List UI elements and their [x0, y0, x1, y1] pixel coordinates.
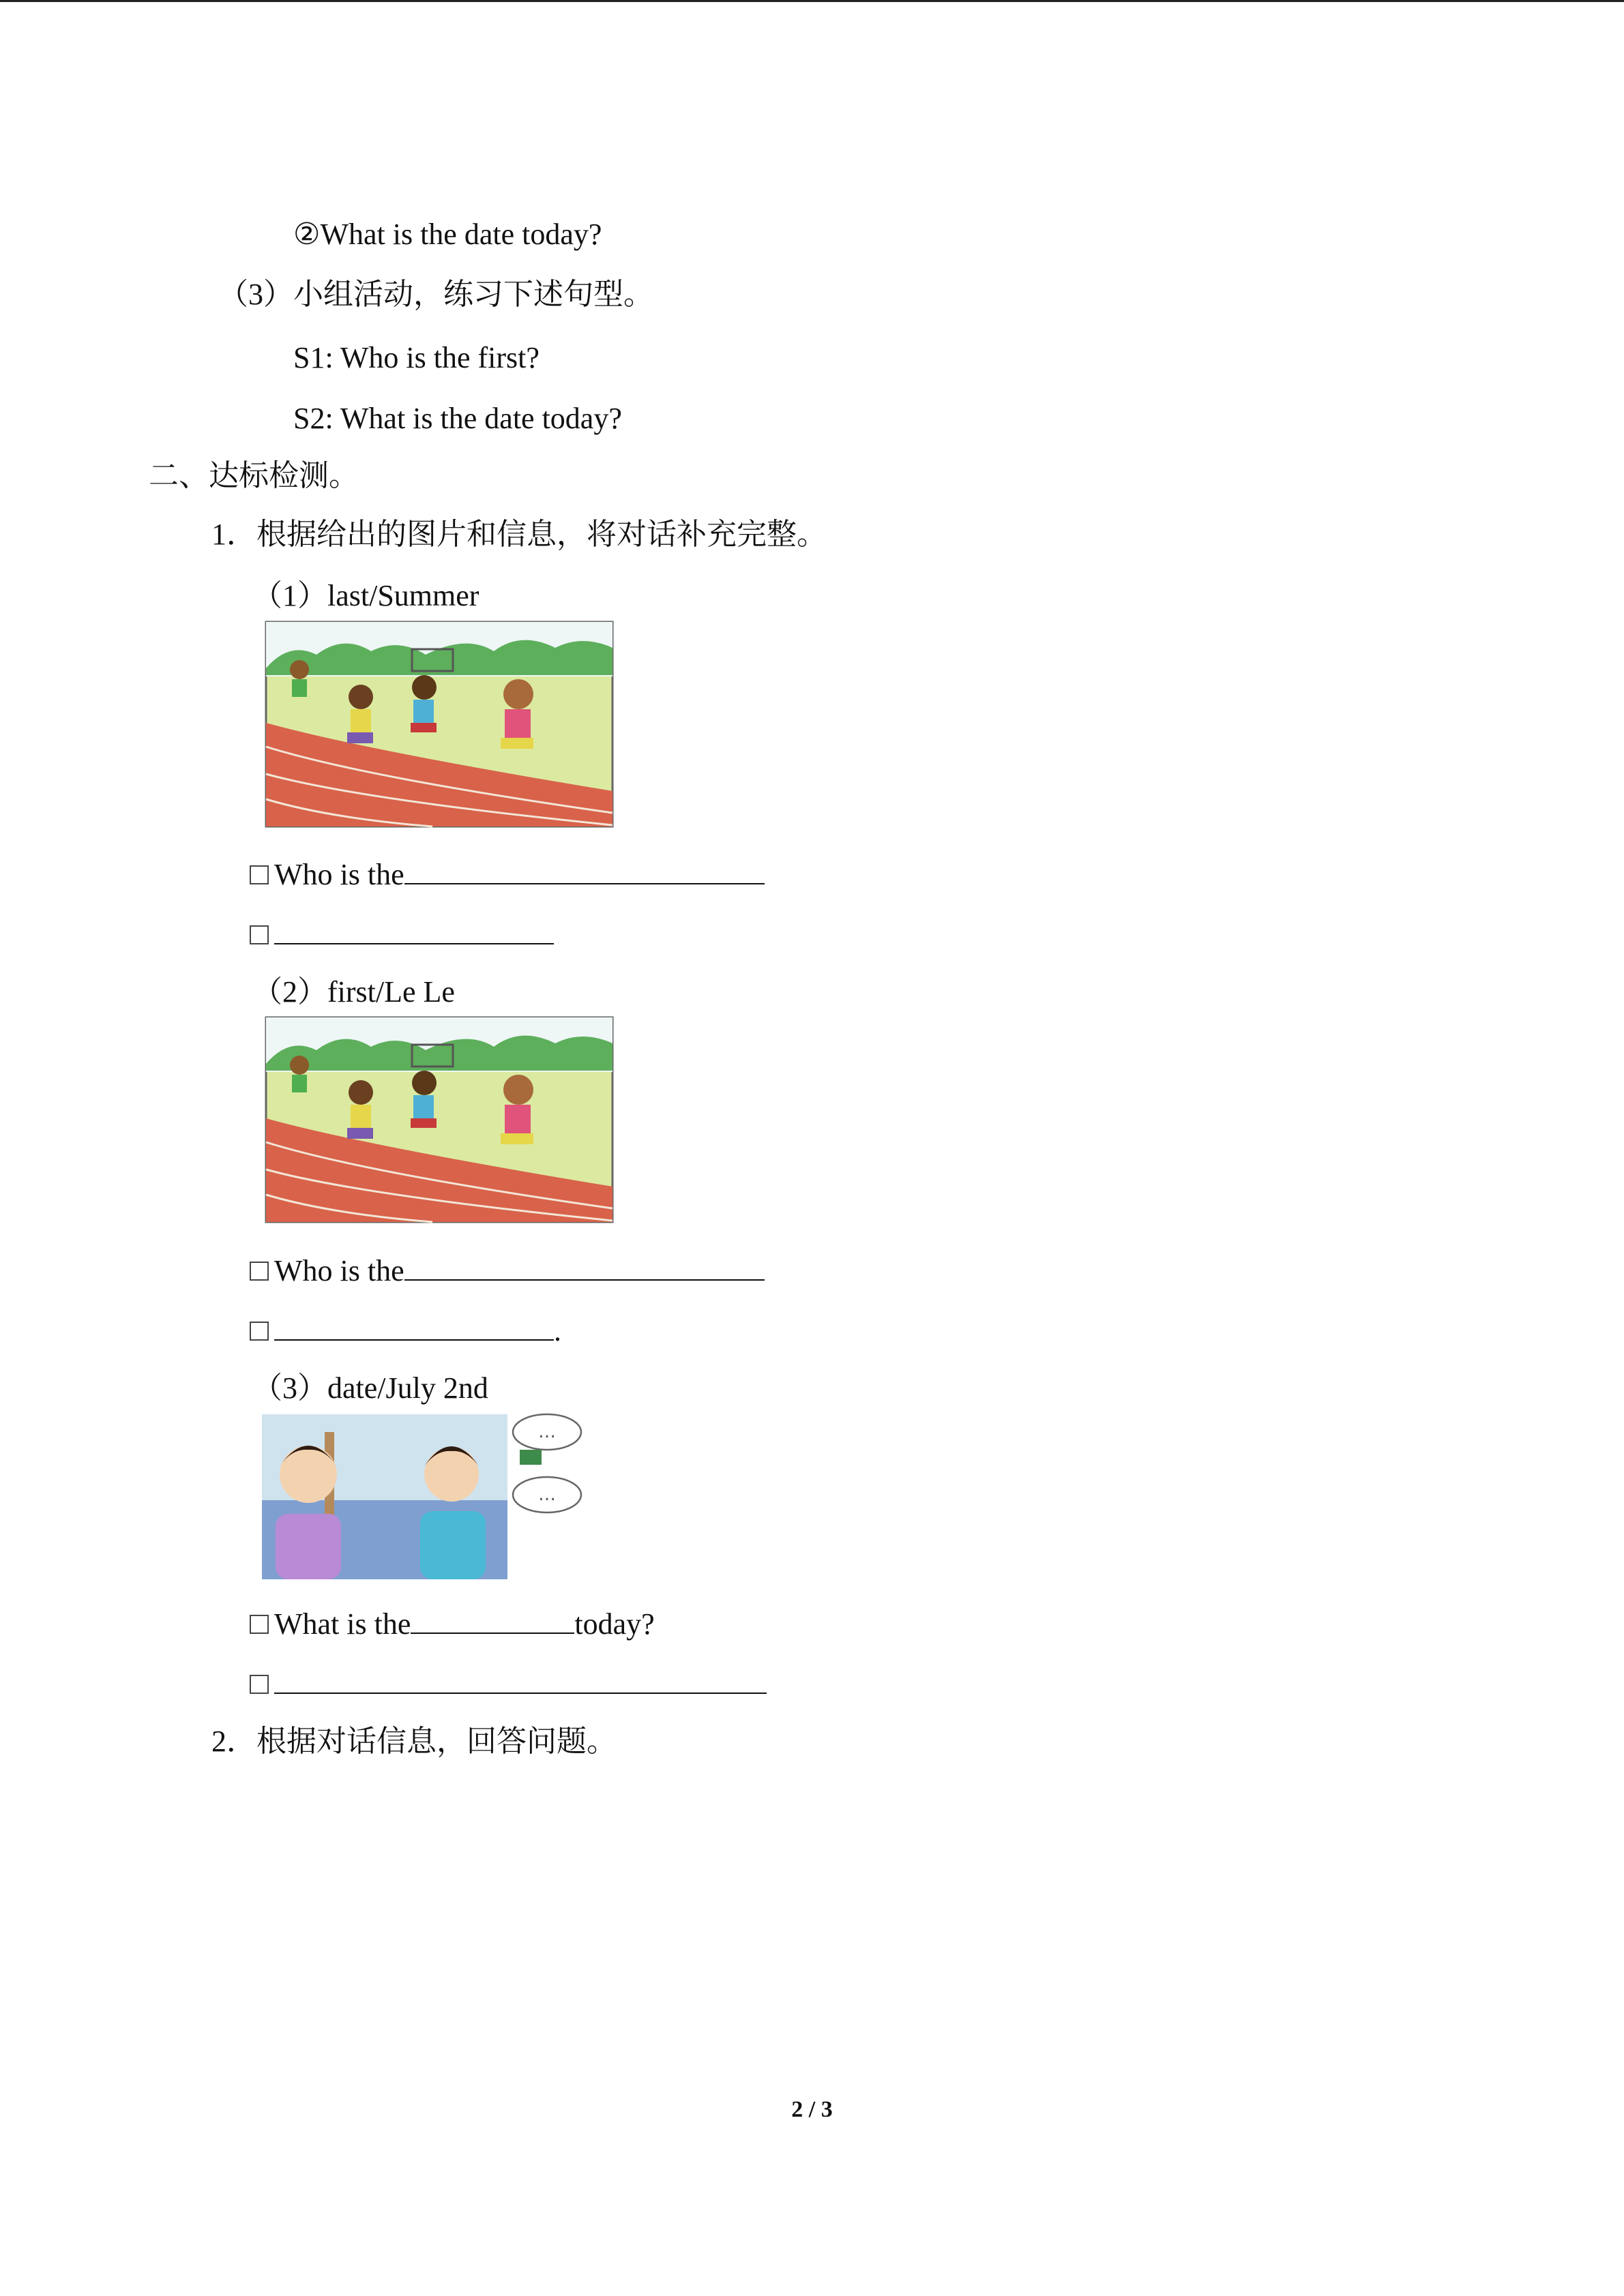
- item-3-label: （3）date/July 2nd: [252, 1371, 488, 1405]
- checkbox: [250, 1262, 269, 1281]
- section-2-heading: 二、达标检测。: [149, 459, 359, 492]
- task-2-instruction: 2．根据对话信息，回答问题。: [211, 1725, 617, 1758]
- answer-blank[interactable]: [274, 1312, 554, 1341]
- answer-blank[interactable]: [274, 916, 554, 944]
- checkbox: [250, 1322, 269, 1341]
- item-1-question: Who is the: [250, 856, 765, 894]
- checkbox: [250, 1615, 269, 1634]
- checkbox: [250, 925, 269, 944]
- task-1-instruction: 1．根据给出的图片和信息，将对话补充完整。: [211, 518, 827, 551]
- two-boys-talking-image: [259, 1412, 596, 1582]
- dialogue-s1: S1: Who is the first?: [293, 341, 540, 374]
- item-2-label: （2）first/Le Le: [252, 975, 455, 1009]
- running-race-image-1: [262, 621, 617, 829]
- question-2-2: ②What is the date today?: [293, 218, 602, 251]
- running-race-image-2: [262, 1016, 617, 1225]
- item-3-answer: [250, 1665, 767, 1703]
- speech-bubble-text: …: [538, 1485, 556, 1505]
- answer-blank[interactable]: [404, 856, 765, 884]
- item-1-label: （1）last/Summer: [252, 579, 479, 612]
- item-2-question: Who is the: [250, 1252, 765, 1290]
- item-3-question: What is the today?: [250, 1605, 655, 1643]
- answer-blank[interactable]: [274, 1665, 767, 1694]
- dialogue-s2: S2: What is the date today?: [293, 402, 622, 435]
- checkbox: [250, 1675, 269, 1694]
- item-1-answer: [250, 916, 554, 954]
- answer-blank[interactable]: [411, 1605, 574, 1634]
- step-3-heading: （3）小组活动，练习下述句型。: [218, 278, 653, 311]
- checkbox: [250, 865, 269, 884]
- speech-bubble-text: …: [538, 1422, 556, 1442]
- page-number: 2 / 3: [791, 2097, 833, 2122]
- answer-blank[interactable]: [404, 1252, 765, 1281]
- item-2-answer: .: [250, 1312, 561, 1350]
- top-border: [0, 0, 1624, 2]
